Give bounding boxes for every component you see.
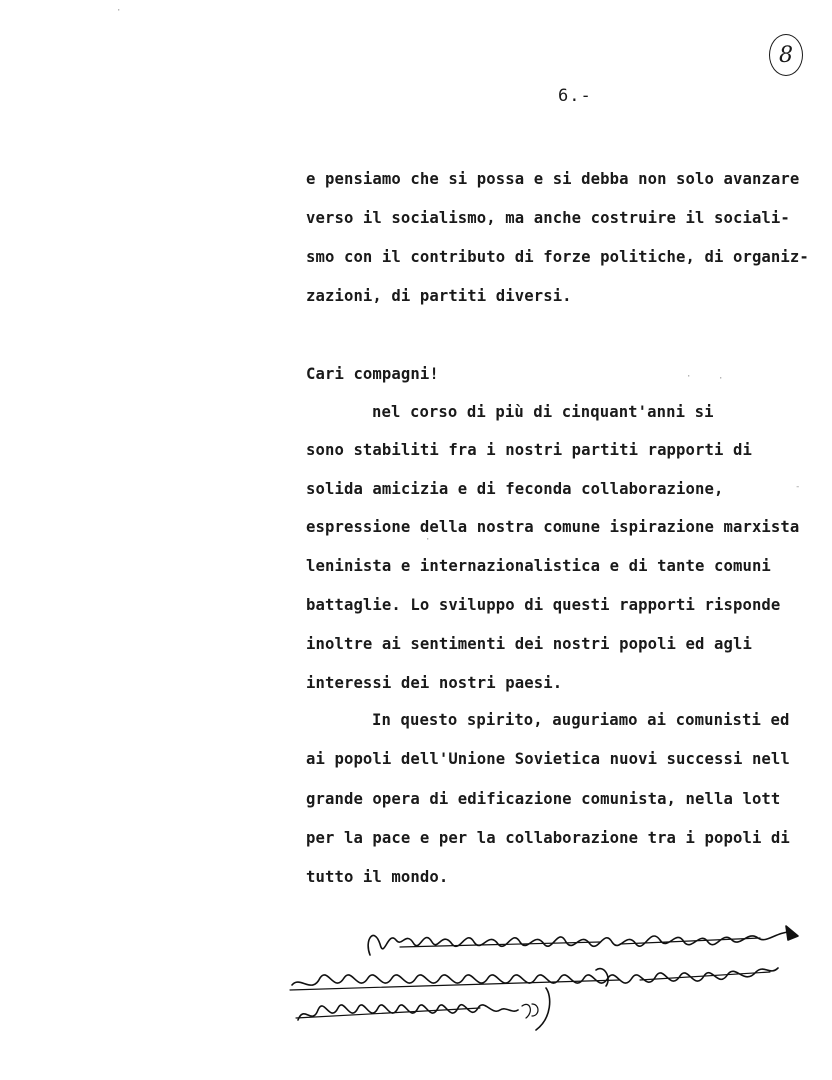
scan-speck: · [116, 6, 122, 16]
text-line: zazioni, di partiti diversi. [306, 287, 572, 305]
text-line: In questo spirito, auguriamo ai comunisti ed [372, 711, 790, 729]
text-line: leninista e internazionalistica e di tante comuni [306, 557, 771, 575]
text-line: smo con il contributo di forze politiche, di organiz- [306, 248, 809, 266]
text-line: verso il socialismo, ma anche costruire il sociali- [306, 209, 790, 227]
text-line: ai popoli dell'Unione Sovietica nuovi successi nell [306, 750, 790, 768]
text-line: interessi dei nostri paesi. [306, 674, 563, 692]
scan-speck: · [718, 374, 724, 384]
text-line: nel corso di più di cinquant'anni si [372, 403, 714, 421]
text-line: tutto il mondo. [306, 868, 449, 886]
scan-speck: - [795, 482, 801, 492]
text-line: inoltre ai sentimenti dei nostri popoli ed agli [306, 635, 752, 653]
greeting-line: Cari compagni! [306, 365, 439, 383]
text-line: grande opera di edificazione comunista, nella lott [306, 790, 781, 808]
text-line: solida amicizia e di feconda collaborazione, [306, 480, 724, 498]
text-line: e pensiamo che si possa e si debba non solo avanzare [306, 170, 800, 188]
scan-speck: · [686, 372, 692, 382]
text-line: per la pace e per la collaborazione tra i popoli di [306, 829, 790, 847]
scan-speck: · [425, 535, 431, 545]
text-line: battaglie. Lo sviluppo di questi rapporti risponde [306, 596, 781, 614]
circled-page-number-text: 8 [779, 42, 793, 68]
page-number: 6.- [558, 86, 592, 106]
text-line: sono stabiliti fra i nostri partiti rapporti di [306, 441, 752, 459]
text-line: espressione della nostra comune ispirazione marxista [306, 518, 800, 536]
